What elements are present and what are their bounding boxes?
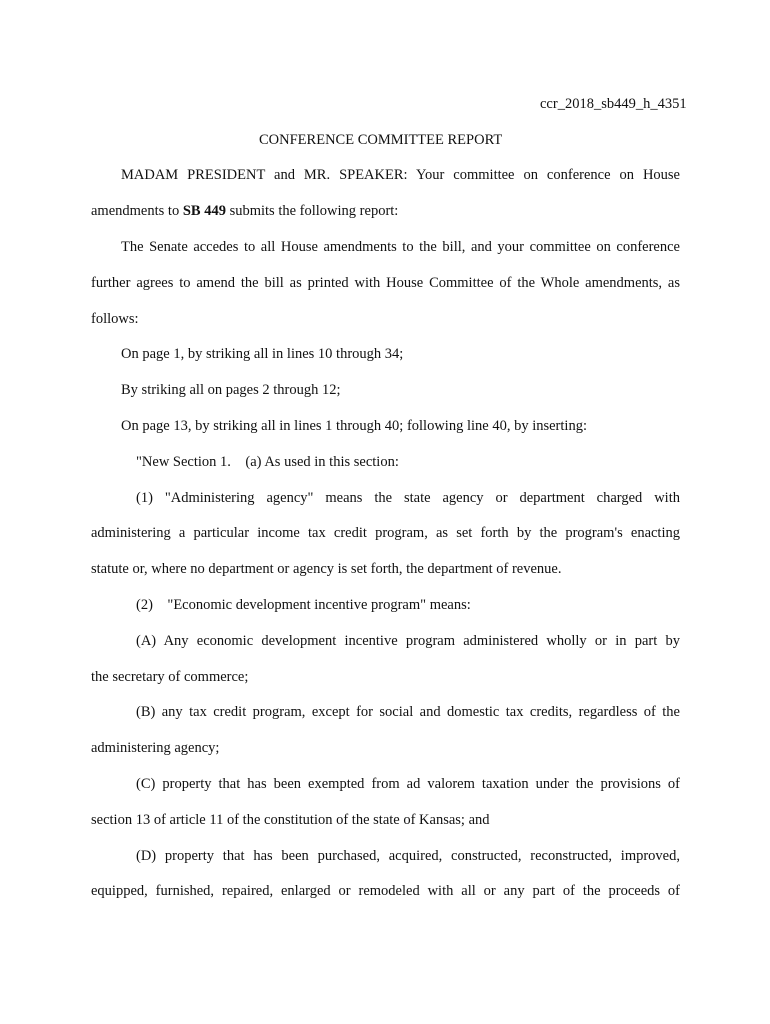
itemB-line2: administering agency; [91, 740, 220, 756]
itemD-line1: (D) property that has been purchased, acquired, constructed, reconstructed, improved, [136, 848, 680, 864]
instruction-3: On page 13, by striking all in lines 1 through 40; following line 40, by inserting: [121, 418, 587, 434]
para2-line3: follows: [91, 311, 139, 327]
item1-line3: statute or, where no department or agency is set forth, the department of revenue. [91, 561, 562, 577]
instruction-2: By striking all on pages 2 through 12; [121, 382, 341, 398]
itemC-line1: (C) property that has been exempted from ad valorem taxation under the provisions of [136, 776, 680, 792]
para1-text: amendments to [91, 203, 183, 219]
item2: (2) "Economic development incentive program" means: [136, 597, 471, 613]
instruction-1: On page 1, by striking all in lines 10 through 34; [121, 346, 404, 362]
item1-line1: (1) "Administering agency" means the state agency or department charged with [136, 490, 680, 506]
item1-line2: administering a particular income tax credit program, as set forth by the program's enacting [91, 525, 680, 541]
document-id: ccr_2018_sb449_h_4351 [540, 96, 687, 112]
para1-line1: MADAM PRESIDENT and MR. SPEAKER: Your committee on conference on House [121, 167, 680, 183]
para2-line1: The Senate accedes to all House amendments to the bill, and your committee on conference [121, 239, 680, 255]
report-title: CONFERENCE COMMITTEE REPORT [259, 132, 503, 148]
itemA-line2: the secretary of commerce; [91, 669, 249, 685]
para2-line2: further agrees to amend the bill as printed with House Committee of the Whole amendments, as [91, 275, 680, 291]
para1-text-end: submits the following report: [225, 203, 399, 219]
para1-line2 [91, 202, 398, 220]
new-section-heading: "New Section 1. (a) As used in this section: [136, 454, 399, 470]
bill-number: SB 449 [182, 203, 226, 219]
itemB-line1: (B) any tax credit program, except for social and domestic tax credits, regardless of the [136, 704, 680, 720]
itemC-line2: section 13 of article 11 of the constitution of the state of Kansas; and [91, 812, 490, 828]
itemD-line2: equipped, furnished, repaired, enlarged or remodeled with all or any part of the proceeds of [91, 883, 680, 899]
itemA-line1: (A) Any economic development incentive program administered wholly or in part by [136, 633, 680, 649]
